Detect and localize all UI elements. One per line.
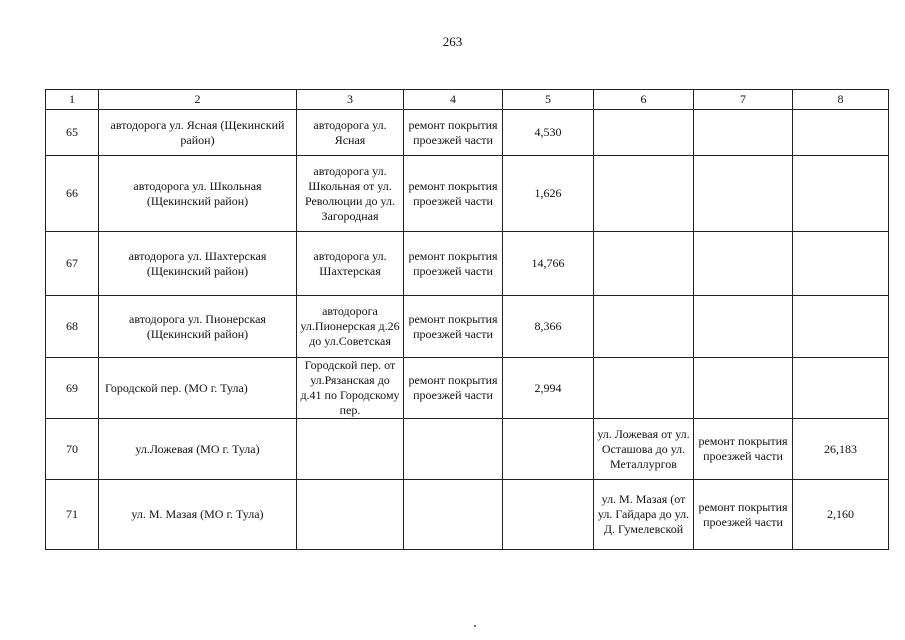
column-header: 4 [404,90,503,110]
work-type-2: ремонт покрытия проезжей части [694,419,793,480]
scan-speck [474,625,476,627]
row-number: 67 [46,232,99,296]
column-header: 6 [594,90,694,110]
road-name: ул. М. Мазая (МО г. Тула) [99,480,297,550]
work-type-2 [694,156,793,232]
work-type [404,480,503,550]
work-type-2 [694,232,793,296]
value-cell: 1,626 [503,156,594,232]
road-name: ул.Ложевая (МО г. Тула) [99,419,297,480]
road-name: автодорога ул. Шахтерская (Щекинский район) [99,232,297,296]
work-type-2 [694,358,793,419]
road-section: автодорога ул. Школьная от ул. Революции до ул. Загородная [297,156,404,232]
road-section-2: ул. Ложевая от ул. Осташова до ул. Металлургов [594,419,694,480]
value-cell-2 [793,156,889,232]
value-cell [503,419,594,480]
work-type: ремонт покрытия проезжей части [404,156,503,232]
road-section-2: ул. М. Мазая (от ул. Гайдара до ул. Д. Гумелевской [594,480,694,550]
road-section-2 [594,110,694,156]
work-type-2 [694,110,793,156]
column-header: 7 [694,90,793,110]
row-number: 69 [46,358,99,419]
road-name: автодорога ул. Школьная (Щекинский район) [99,156,297,232]
value-cell-2 [793,232,889,296]
table-row [46,419,889,480]
road-repair-table [45,89,889,550]
road-name: автодорога ул. Ясная (Щекинский район) [99,110,297,156]
road-section-2 [594,358,694,419]
row-number: 65 [46,110,99,156]
value-cell [503,480,594,550]
value-cell-2: 2,160 [793,480,889,550]
row-number: 70 [46,419,99,480]
row-number: 66 [46,156,99,232]
road-section: автодорога ул.Пионерская д.26 до ул.Советская [297,296,404,358]
header-row [46,90,889,110]
road-section-2 [594,232,694,296]
value-cell: 14,766 [503,232,594,296]
column-header: 3 [297,90,404,110]
value-cell-2 [793,358,889,419]
column-header: 8 [793,90,889,110]
value-cell: 4,530 [503,110,594,156]
column-header: 2 [99,90,297,110]
road-section [297,480,404,550]
row-number: 71 [46,480,99,550]
road-section-2 [594,156,694,232]
road-section [297,419,404,480]
work-type-2: ремонт покрытия проезжей части [694,480,793,550]
table-row [46,110,889,156]
road-section: автодорога ул. Шахтерская [297,232,404,296]
column-header: 1 [46,90,99,110]
value-cell: 2,994 [503,358,594,419]
table-row [46,480,889,550]
work-type: ремонт покрытия проезжей части [404,110,503,156]
table-row [46,296,889,358]
work-type: ремонт покрытия проезжей части [404,232,503,296]
work-type [404,419,503,480]
table-row [46,156,889,232]
road-section-2 [594,296,694,358]
row-number: 68 [46,296,99,358]
road-section: Городской пер. от ул.Рязанская до д.41 по Городскому пер. [297,358,404,419]
road-section: автодорога ул. Ясная [297,110,404,156]
value-cell: 8,366 [503,296,594,358]
table-row [46,232,889,296]
work-type: ремонт покрытия проезжей части [404,358,503,419]
work-type: ремонт покрытия проезжей части [404,296,503,358]
value-cell-2 [793,296,889,358]
page-number: 263 [442,34,463,49]
work-type-2 [694,296,793,358]
road-name: автодорога ул. Пионерская (Щекинский район) [99,296,297,358]
road-name: Городской пер. (МО г. Тула) [99,358,297,419]
value-cell-2 [793,110,889,156]
value-cell-2: 26,183 [793,419,889,480]
table-row [46,358,889,419]
column-header: 5 [503,90,594,110]
